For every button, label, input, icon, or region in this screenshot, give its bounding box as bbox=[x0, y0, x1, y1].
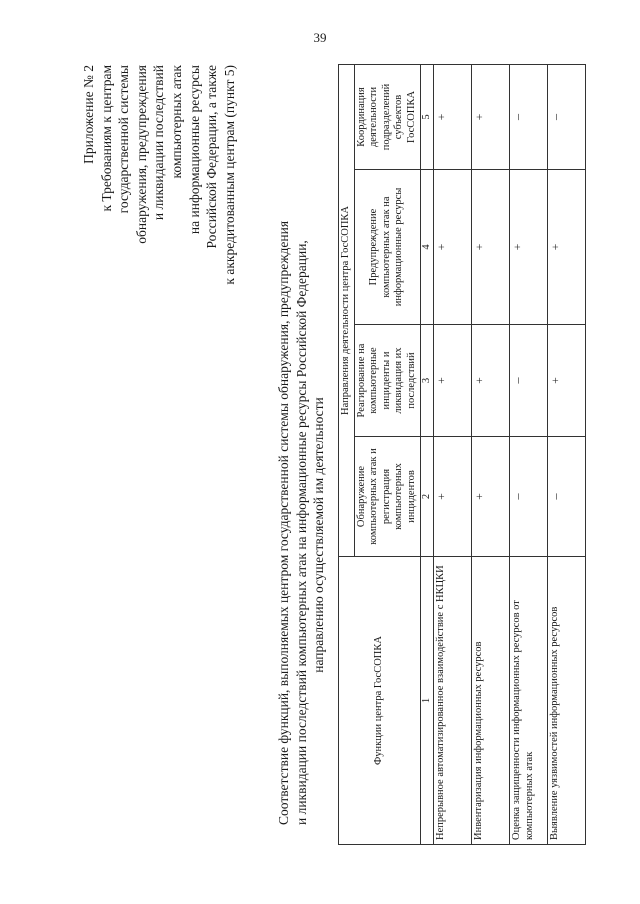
column-number: 1 bbox=[420, 557, 434, 845]
appendix-line: обнаружения, предупреждения bbox=[133, 65, 149, 244]
document-title bbox=[275, 220, 328, 825]
direction-mark: – bbox=[548, 437, 586, 557]
directions-group-header: Направления деятельности центра ГосСОПКА bbox=[339, 64, 355, 556]
rotated-sheet bbox=[70, 55, 563, 845]
table-row bbox=[510, 64, 548, 844]
page-number: 39 bbox=[313, 30, 327, 45]
function-name: Выявление уязвимостей информационных ресурсов bbox=[548, 557, 586, 845]
functions-column-header: Функции центра ГосСОПКА bbox=[339, 557, 421, 845]
appendix-line: Приложение № 2 bbox=[81, 65, 96, 164]
direction-mark: + bbox=[548, 325, 586, 437]
appendix-header bbox=[80, 65, 238, 395]
appendix-line: Российской Федерации, а также bbox=[204, 65, 220, 249]
direction-mark: + bbox=[434, 170, 472, 325]
direction-mark: + bbox=[434, 437, 472, 557]
direction-mark: + bbox=[434, 325, 472, 437]
direction-mark: – bbox=[510, 325, 548, 437]
title-line: и ликвидации последствий компьютерных атак на информационные ресурсы Российской Федерации, bbox=[293, 240, 309, 825]
direction-mark: + bbox=[472, 325, 510, 437]
appendix-line: к аккредитованным центрам (пункт 5) bbox=[221, 65, 237, 285]
function-name: Непрерывное автоматизированное взаимодействие с НКЦКИ bbox=[434, 557, 472, 845]
direction-header-coordination: Координация деятельности подразделений субъектов ГосСОПКА bbox=[354, 64, 420, 169]
appendix-line: на информационные ресурсы bbox=[186, 65, 202, 235]
appendix-line: к Требованиям к центрам bbox=[98, 65, 114, 212]
direction-mark: + bbox=[472, 170, 510, 325]
title-line: Соответствие функций, выполняемых центром государственной системы обнаружения, предупреждения bbox=[276, 220, 291, 825]
direction-mark: + bbox=[510, 170, 548, 325]
table-row bbox=[472, 64, 510, 844]
table-row bbox=[434, 64, 472, 844]
function-name: Оценка защищенности информационных ресурсов от компьютерных атак bbox=[510, 557, 548, 845]
appendix-line: и ликвидации последствий bbox=[151, 65, 167, 221]
direction-mark: – bbox=[510, 64, 548, 169]
title-line: направлению осуществляемой им деятельности bbox=[311, 397, 327, 673]
direction-mark: – bbox=[548, 64, 586, 169]
direction-header-response: Реагирование на компьютерные инциденты и ликвидация их последствий bbox=[354, 325, 420, 437]
direction-mark: + bbox=[472, 64, 510, 169]
table-row bbox=[548, 64, 586, 844]
direction-mark: – bbox=[510, 437, 548, 557]
direction-header-prevention: Предупреждение компьютерных атак на информационные ресурсы bbox=[354, 170, 420, 325]
column-number: 3 bbox=[420, 325, 434, 437]
function-name: Инвентаризация информационных ресурсов bbox=[472, 557, 510, 845]
column-number: 4 bbox=[420, 170, 434, 325]
column-number: 5 bbox=[420, 64, 434, 169]
column-number: 2 bbox=[420, 437, 434, 557]
direction-mark: + bbox=[434, 64, 472, 169]
direction-header-detection: Обнаружение компьютерных атак и регистрация компьютерных инцидентов bbox=[354, 437, 420, 557]
direction-mark: + bbox=[548, 170, 586, 325]
functions-table bbox=[338, 64, 586, 845]
direction-mark: + bbox=[472, 437, 510, 557]
appendix-line: компьютерных атак bbox=[168, 65, 184, 179]
appendix-line: государственной системы bbox=[116, 65, 132, 214]
